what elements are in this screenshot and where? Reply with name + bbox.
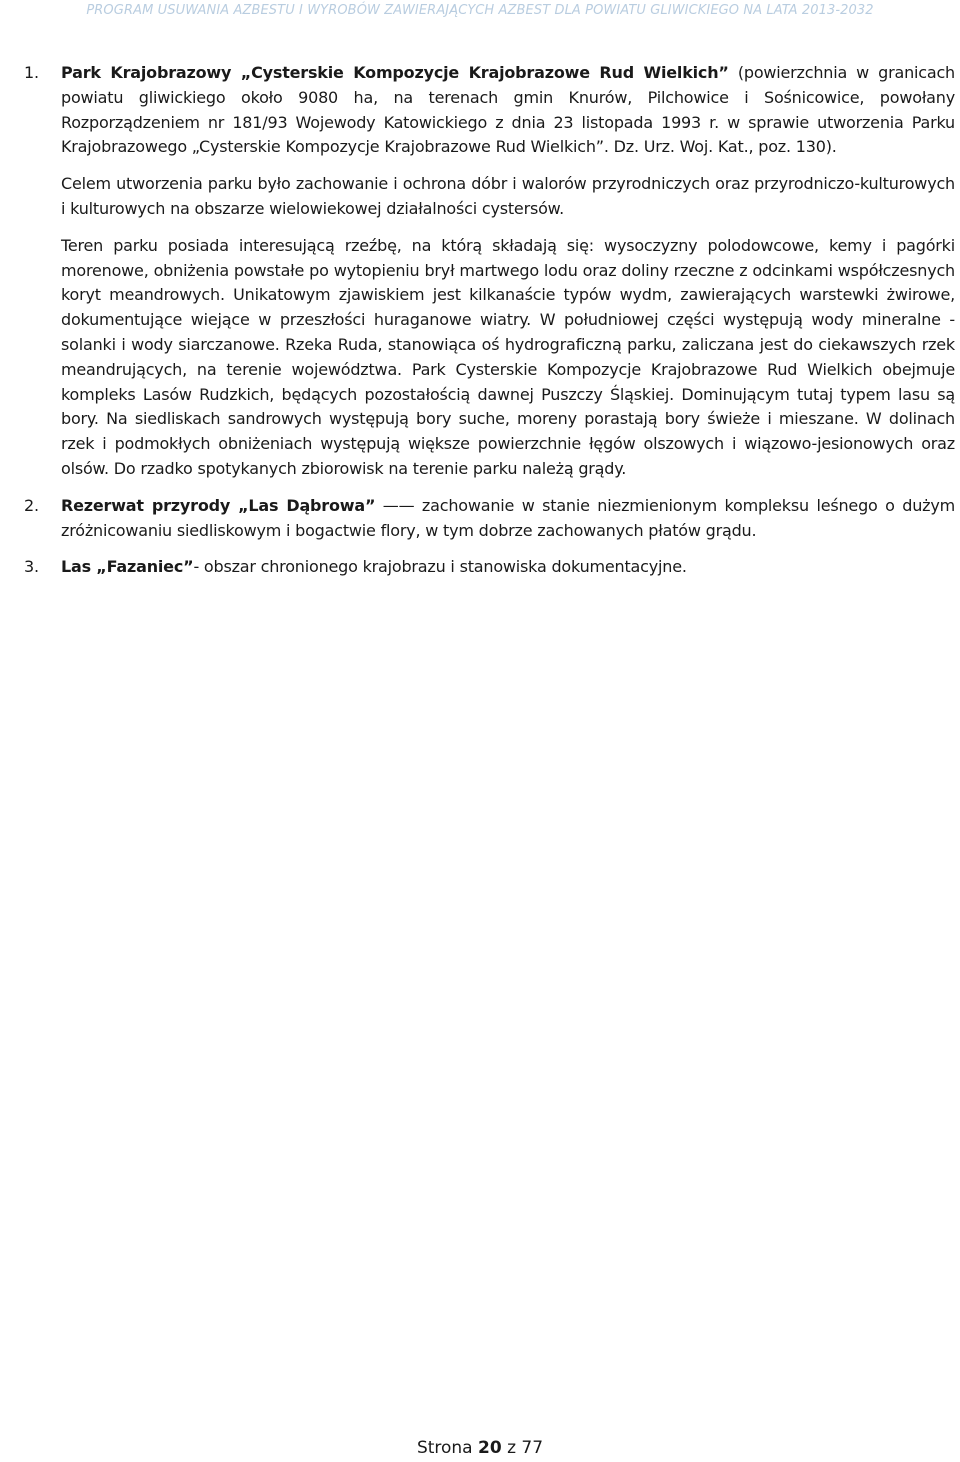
list-item-2 — [24, 494, 955, 544]
list-item-3 — [24, 555, 955, 580]
page-number: 20 — [478, 1438, 502, 1458]
page-total: 77 — [521, 1438, 544, 1458]
footer-prefix: Strona — [416, 1438, 479, 1458]
reserve-text: —— zachowanie w stanie niezmienionym kompleksu leśnego o dużym zróżnicowaniu siedliskowym i bogactwie flory, w tym dobrze zachowanych płatów grądu. — [61, 495, 956, 540]
list-item-number: 1. — [24, 63, 39, 82]
fazaniec-title: Las „Fazaniec” — [61, 557, 194, 577]
fazaniec-text: - obszar chronionego krajobrazu i stanowiska dokumentacyjne. — [193, 557, 687, 577]
document-body — [24, 61, 955, 592]
page-footer — [0, 1438, 960, 1458]
paragraph-park-purpose: Celem utworzenia parku było zachowanie i ochrona dóbr i walorów przyrodniczych oraz przyrodniczo-kulturowych i kulturowych na obszarze wielowiekowej działalności cystersów. — [61, 174, 955, 218]
paragraph-park-intro — [61, 61, 955, 160]
park-intro-text: (powierzchnia w granicach powiatu gliwickiego około 9080 ha, na terenach gmin Knurów, Pilchowice i Sośnicowice, powołany Rozporządzeniem nr 181/93 Wojewody Katowickiego z dnia 23 listopada 1993 r. w sprawie utworzenia Parku Krajobrazowego „Cysterskie Kompozycje Krajobrazowe Rud Wielkich”. Dz. Urz. Woj. Kat., poz. 130). — [61, 63, 955, 157]
list-item-1 — [24, 61, 955, 482]
paragraph-reserve — [61, 494, 955, 544]
list-item-number: 2. — [24, 495, 39, 515]
paragraph-park-description: Teren parku posiada interesującą rzeźbę, na którą składają się: wysoczyzny polodowcowe, kemy i pagórki morenowe, obniżenia powstałe po wytopieniu brył martwego lodu oraz doliny rzeczne z odcinkami współczesnych koryt meandrowych. Unikatowym zjawiskiem jest kilkanaście typów wydm, zawierających warstewki żwirowe, dokumentujące wiejące w przeszłości huraganowe wiatry. W południowej części występują wody mineralne - solanki i wody siarczanowe. Rzeka Ruda, stanowiąca oś hydrograficzną parku, zaliczana jest do ciekawszych rzek meandrujących, na terenie województwa. Park Cysterskie Kompozycje Krajobrazowe Rud Wielkich obejmuje kompleks Lasów Rudzkich, będących pozostałością dawnej Puszczy Śląskiej. Dominującym tutaj typem lasu są bory. Na siedliskach sandrowych występują bory suche, moreny porastają bory świeże i mieszane. W dolinach rzek i podmokłych obniżeniach występują większe powierzchnie łęgów olszowych i wiązowo-jesionowych oraz olsów. Do rzadko spotykanych zbiorowisk na terenie parku należą grądy. — [61, 235, 955, 478]
park-title: Park Krajobrazowy „Cysterskie Kompozycje Krajobrazowe Rud Wielkich” — [61, 63, 729, 82]
list-item-number: 3. — [24, 557, 39, 577]
footer-separator: z — [501, 1438, 522, 1458]
paragraph-fazaniec — [61, 555, 955, 580]
reserve-title: Rezerwat przyrody „Las Dąbrowa” — [61, 495, 376, 515]
document-header: PROGRAM USUWANIA AZBESTU I WYROBÓW ZAWIERAJĄCYCH AZBEST DLA POWIATU GLIWICKIEGO NA LATA 2013-2032 — [86, 3, 874, 18]
